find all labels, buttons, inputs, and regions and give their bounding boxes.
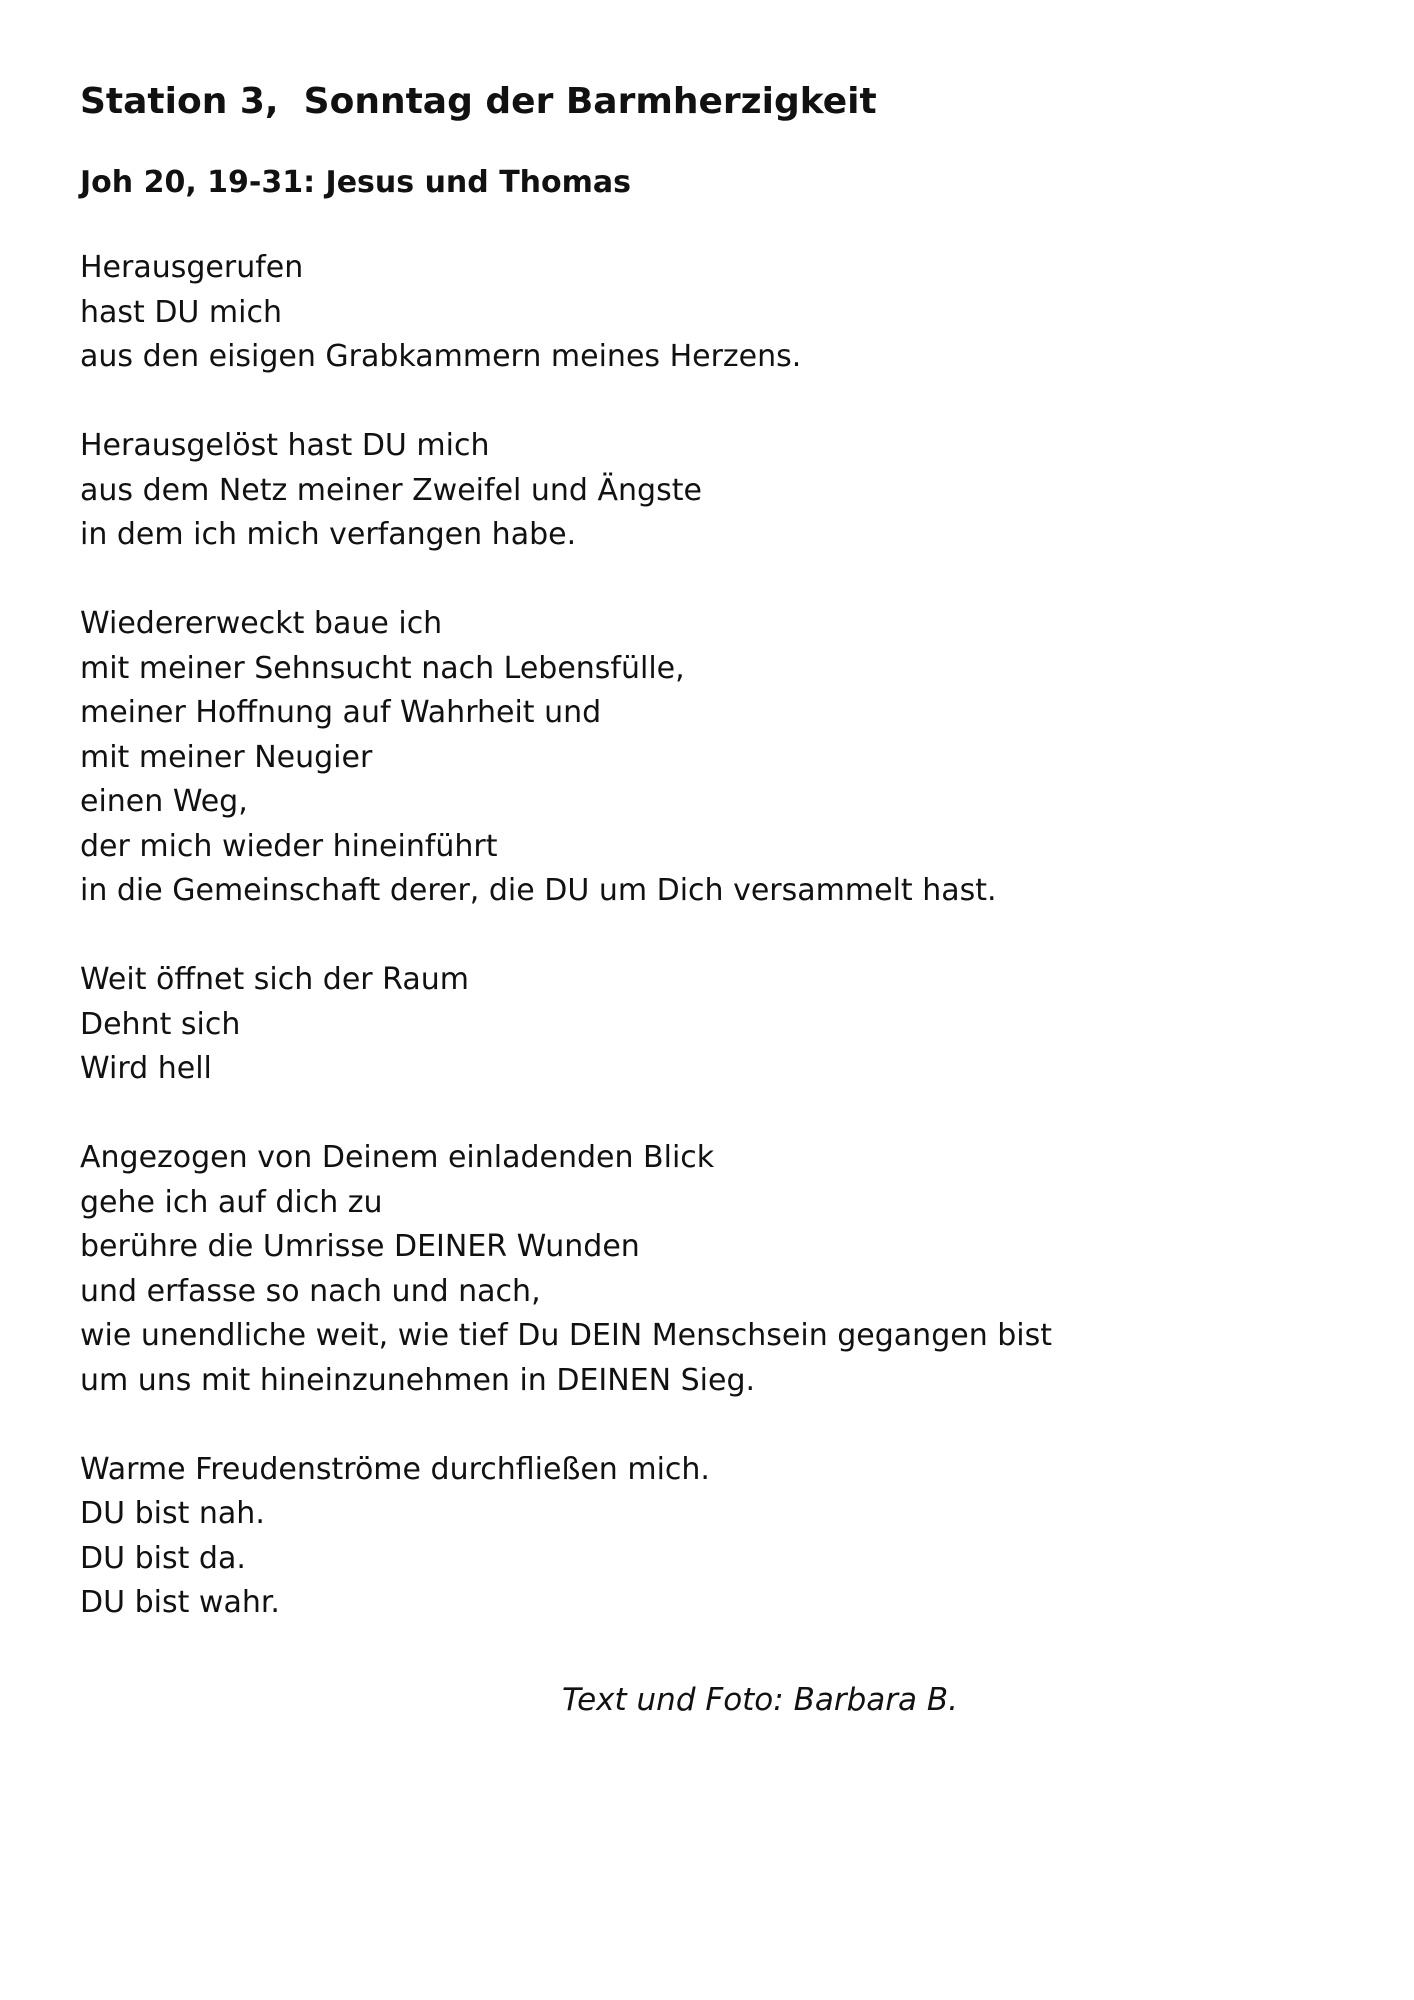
poem-stanza-1 bbox=[80, 246, 1340, 380]
bible-reference-subtitle: Joh 20, 19-31: Jesus und Thomas bbox=[80, 165, 632, 200]
document-page bbox=[80, 78, 1340, 1670]
poem-line: Dehnt sich bbox=[80, 1006, 241, 1042]
poem-line: aus dem Netz meiner Zweifel und Ängste bbox=[80, 472, 702, 508]
poem-line: der mich wieder hineinführt bbox=[80, 828, 498, 864]
poem-line: um uns mit hineinzunehmen in DEINEN Sieg. bbox=[80, 1362, 756, 1398]
poem-line: Herausgelöst hast DU mich bbox=[80, 428, 490, 463]
poem-line: Wiedererweckt baue ich bbox=[80, 606, 443, 641]
poem-line: Warme Freudenströme durchfließen mich. bbox=[80, 1451, 710, 1487]
poem-stanza-3 bbox=[80, 602, 1340, 914]
poem-line: DU bist nah. bbox=[80, 1496, 265, 1531]
poem-line: berühre die Umrisse DEINER Wunden bbox=[80, 1229, 640, 1264]
poem-line: Weit öffnet sich der Raum bbox=[80, 962, 469, 997]
poem-line: mit meiner Sehnsucht nach Lebensfülle, bbox=[80, 650, 685, 686]
page-title: Station 3, Sonntag der Barmherzigkeit bbox=[80, 81, 877, 122]
poem-line: Herausgerufen bbox=[80, 250, 304, 285]
poem-line: in dem ich mich verfangen habe. bbox=[80, 517, 577, 552]
poem-line: Angezogen von Deinem einladenden Blick bbox=[80, 1140, 715, 1175]
poem-line: einen Weg, bbox=[80, 784, 248, 819]
poem-line: gehe ich auf dich zu bbox=[80, 1184, 383, 1220]
poem-line: Wird hell bbox=[80, 1051, 212, 1086]
poem-line: meiner Hoffnung auf Wahrheit und bbox=[80, 695, 602, 730]
poem-line: mit meiner Neugier bbox=[80, 739, 373, 775]
poem-stanza-5 bbox=[80, 1136, 1340, 1403]
poem-stanza-4 bbox=[80, 958, 1340, 1092]
poem-line: aus den eisigen Grabkammern meines Herzens. bbox=[80, 339, 802, 374]
poem-line: DU bist da. bbox=[80, 1540, 246, 1576]
poem-line: hast DU mich bbox=[80, 294, 282, 330]
poem-line: wie unendliche weit, wie tief Du DEIN Menschsein gegangen bist bbox=[80, 1318, 1053, 1353]
poem-stanza-2 bbox=[80, 424, 1340, 558]
poem-line: DU bist wahr. bbox=[80, 1585, 280, 1620]
poem-line: in die Gemeinschaft derer, die DU um Dich versammelt hast. bbox=[80, 873, 997, 908]
author-credit: Text und Foto: Barbara B. bbox=[562, 1682, 958, 1718]
poem-line: und erfasse so nach und nach, bbox=[80, 1273, 541, 1309]
poem-stanza-6 bbox=[80, 1448, 1340, 1626]
